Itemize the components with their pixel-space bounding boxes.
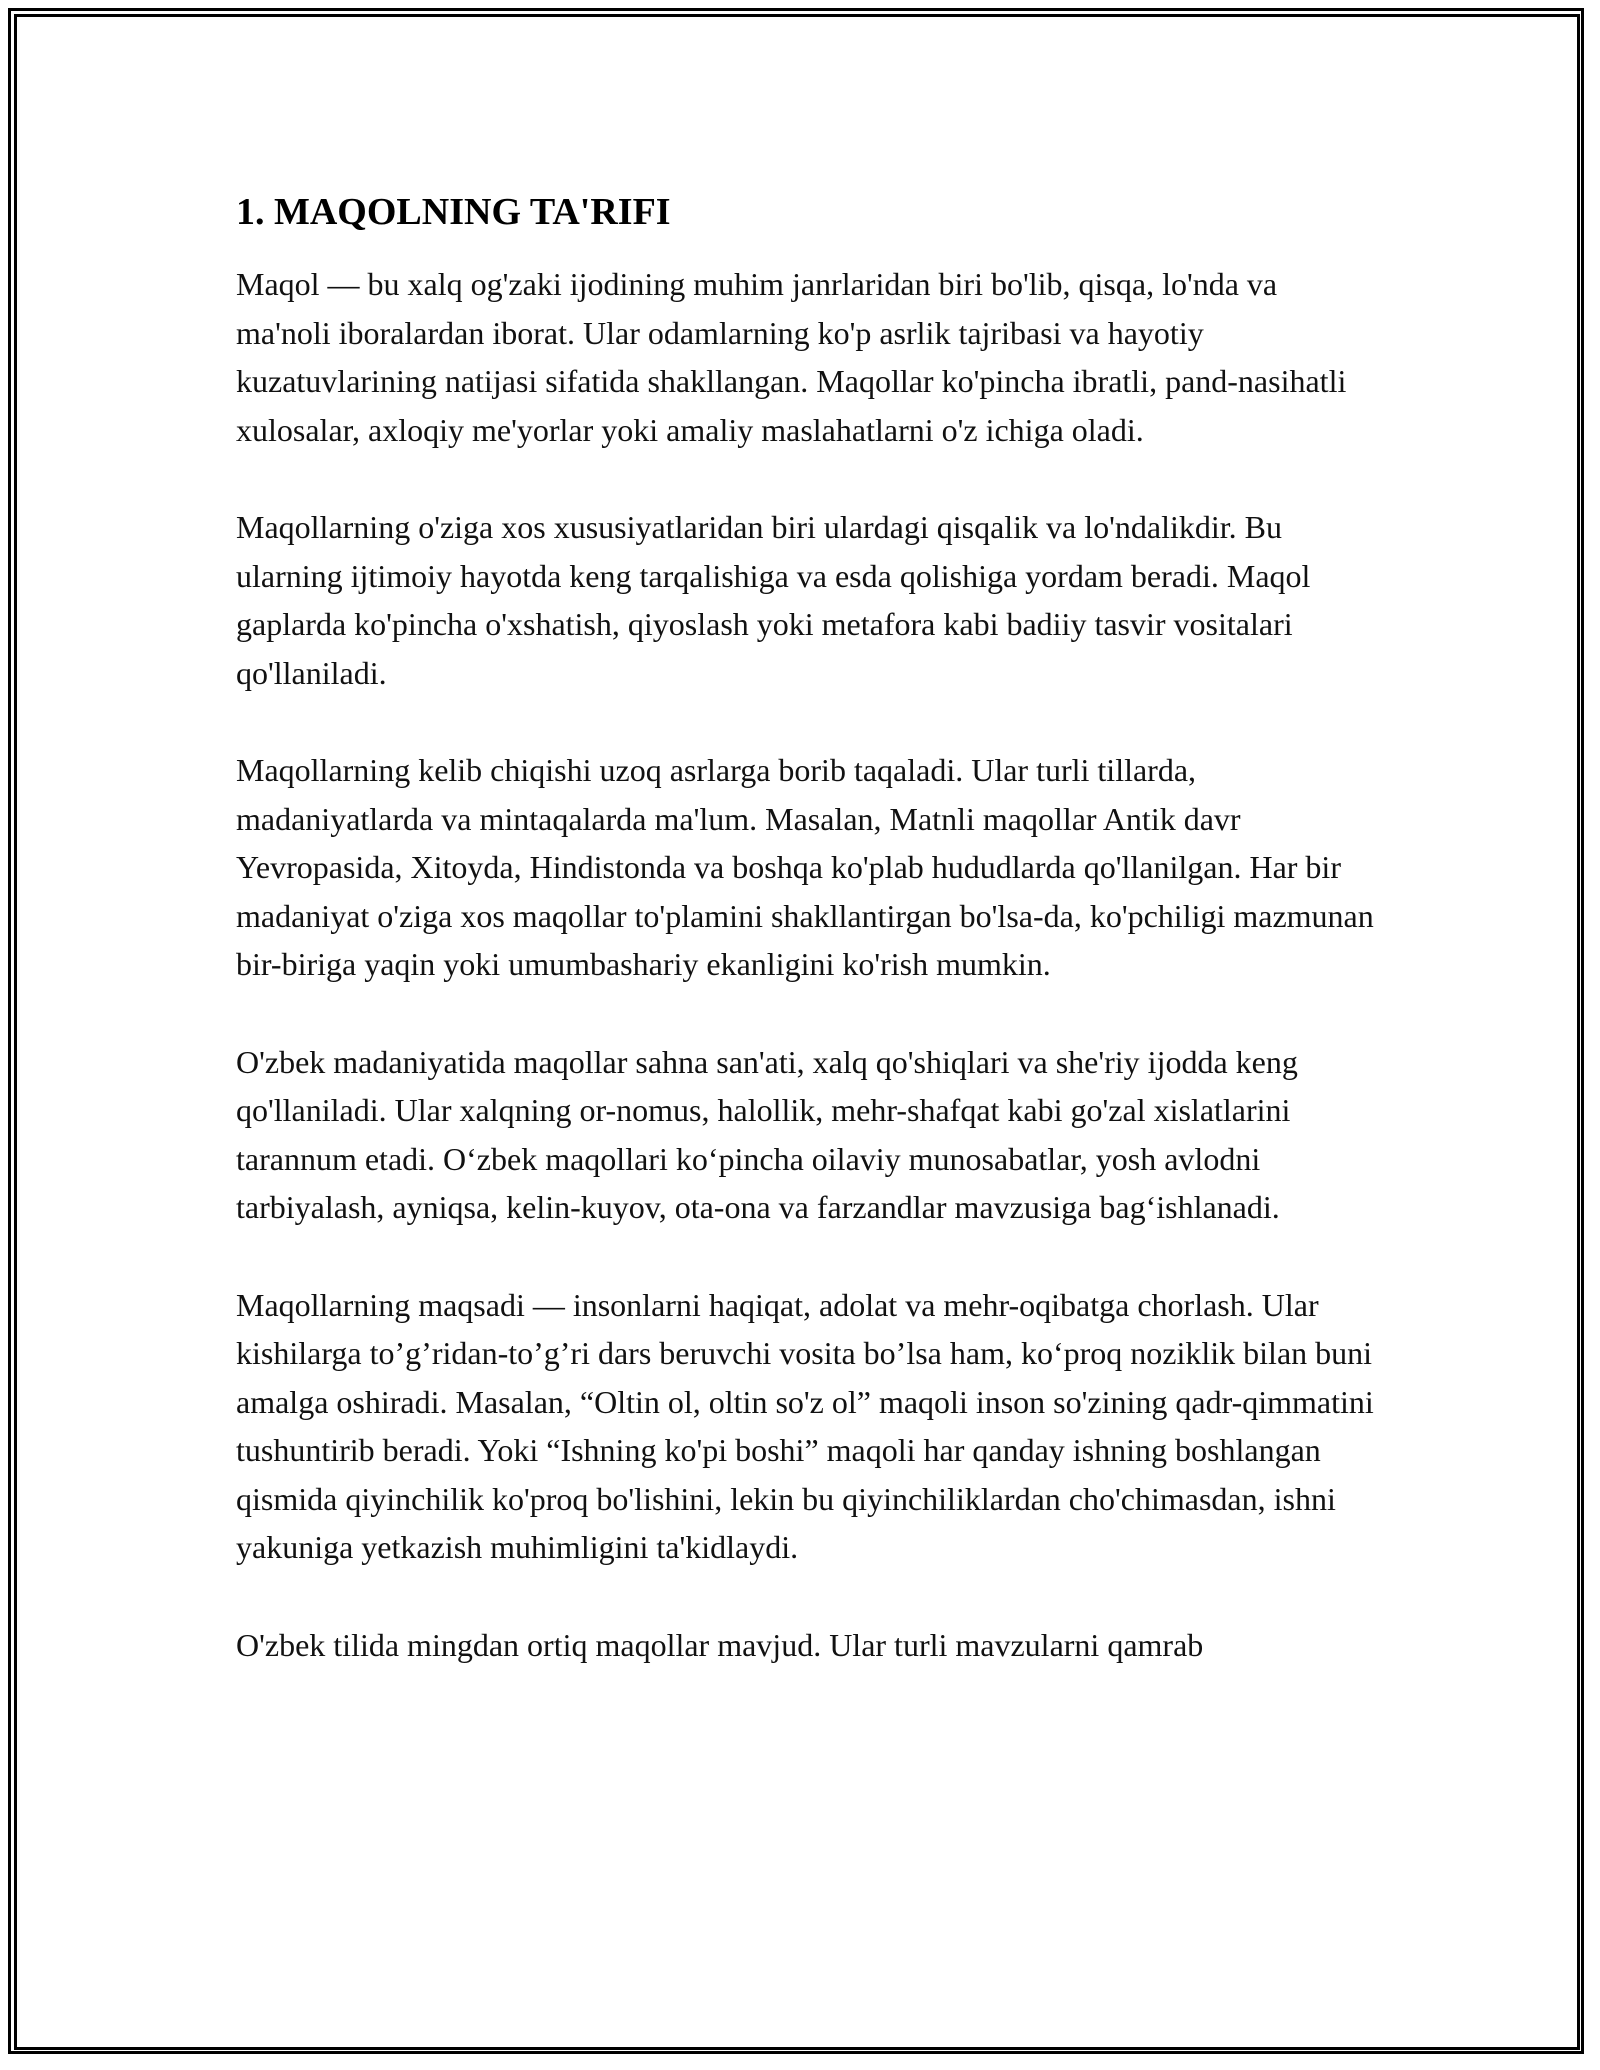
paragraph-purpose: Maqollarning maqsadi — insonlarni haqiqat, adolat va mehr-oqibatga chorlash. Ular kishilarga to’g’ridan-to’g’ri dars beruvchi vosita bo’lsa ham, ko‘proq noziklik bilan buni amalga oshiradi. Masalan, “Oltin ol, oltin so'z ol” maqoli inson so'zining qadr-qimmatini tushuntirib beradi. Yoki “Ishning ko'pi boshi” maqoli har qanday ishning boshlangan qismida qiyinchilik ko'proq bo'lishini, lekin bu qiyinchiliklardan cho'chimasdan, ishni yakuniga yetkazish muhimligini ta'kidlaydi.	[236, 1286, 1374, 1565]
paragraph-uzbek-language: O'zbek tilida mingdan ortiq maqollar mavjud. Ular turli mavzularni qamrab	[236, 1626, 1204, 1663]
document-body	[236, 184, 1376, 1718]
section-heading: 1. MAQOLNING TA'RIFI	[236, 191, 671, 233]
paragraph-definition: Maqol — bu xalq og'zaki ijodining muhim janrlaridan biri bo'lib, qisqa, lo'nda va ma'noli iboralardan iborat. Ular odamlarning ko'p asrlik tajribasi va hayotiy kuzatuvlarining natijasi sifatida shakllangan. Maqollar ko'pincha ibratli, pand-nasihatli xulosalar, axloqiy me'yorlar yoki amaliy maslahatlarni o'z ichiga oladi.	[236, 266, 1347, 448]
paragraph-origin: Maqollarning kelib chiqishi uzoq asrlarga borib taqaladi. Ular turli tillarda, madaniyatlarda va mintaqalarda ma'lum. Masalan, Matnli maqollar Antik davr Yevropasida, Xitoyda, Hindistonda va boshqa ko'plab hududlarda qo'llanilgan. Har bir madaniyat o'ziga xos maqollar to'plamini shakllantirgan bo'lsa-da, ko'pchiligi mazmunan bir-biriga yaqin yoki umumbashariy ekanligini ko'rish mumkin.	[236, 752, 1374, 982]
paragraph-features: Maqollarning o'ziga xos xususiyatlaridan biri ulardagi qisqalik va lo'ndalikdir. Bu ularning ijtimoiy hayotda keng tarqalishiga va esda qolishiga yordam beradi. Maqol gaplarda ko'pincha o'xshatish, qiyoslash yoki metafora kabi badiiy tasvir vositalari qo'llaniladi.	[236, 509, 1311, 691]
paragraph-uzbek-culture: O'zbek madaniyatida maqollar sahna san'ati, xalq qo'shiqlari va she'riy ijodda keng qo'llaniladi. Ular xalqning or-nomus, halollik, mehr-shafqat kabi go'zal xislatlarini tarannum etadi. O‘zbek maqollari ko‘pincha oilaviy munosabatlar, yosh avlodni tarbiyalash, ayniqsa, kelin-kuyov, ota-ona va farzandlar mavzusiga bag‘ishlanadi.	[236, 1043, 1298, 1225]
